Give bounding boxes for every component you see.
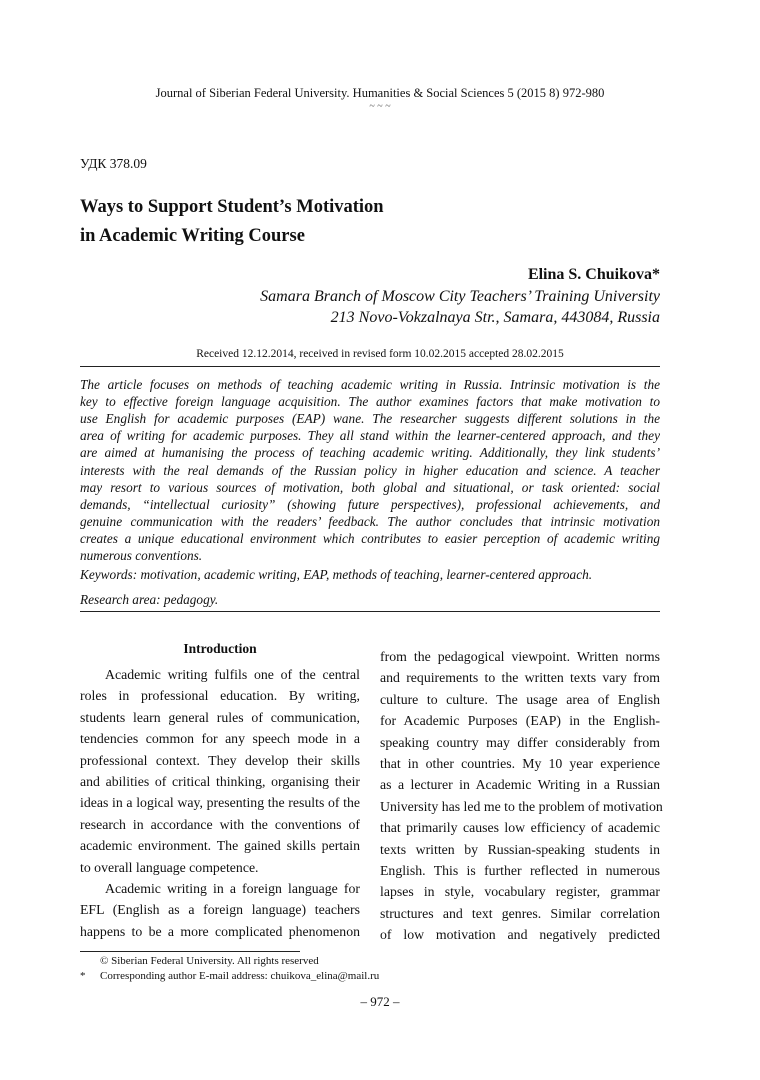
affiliation-line-2: 213 Novo-Vokzalnaya Str., Samara, 443084, Russia xyxy=(330,309,660,326)
body-text-line: roles in professional education. By writing, xyxy=(80,688,360,704)
body-text-line: that primarily causes low efficiency of academic xyxy=(380,820,660,836)
footnote-rule xyxy=(80,951,300,952)
title-line-2: in Academic Writing Course xyxy=(80,226,305,246)
abstract-line: demands, “intellectual curiosity” (showing future perspectives), professional achievements, and xyxy=(80,496,660,512)
body-text-line: as a lecturer in Academic Writing in a Russian xyxy=(380,777,660,793)
body-text-line: University has led me to the problem of motivation xyxy=(380,798,663,814)
body-text-line: tendencies common for any speech mode in a xyxy=(80,731,360,747)
body-text-line: students learn general rules of communication, xyxy=(80,709,360,725)
author-name: Elina S. Chuikova* xyxy=(527,266,660,283)
keywords: Keywords: motivation, academic writing, EAP, methods of teaching, learner-centered approach. xyxy=(80,567,593,582)
body-text-line: to overall language competence. xyxy=(80,859,259,875)
abstract-line: creates a unique educational environment which contributes to easier perception of academic writing xyxy=(80,530,660,546)
abstract-line: use English for academic purposes (EAP) wane. The researcher suggests different solutions in the xyxy=(80,411,660,427)
body-text-line: speaking country may differ considerably from xyxy=(380,734,660,750)
footnote-marker: * xyxy=(80,970,86,982)
udk-code: УДК 378.09 xyxy=(80,156,147,171)
title-line-1: Ways to Support Student’s Motivation xyxy=(80,197,384,217)
body-text-line: Academic writing in a foreign language for xyxy=(105,881,360,896)
abstract-line: numerous conventions. xyxy=(80,548,203,563)
body-text-line: of low motivation and negatively predicted xyxy=(380,927,660,943)
abstract-line: area of writing for academic purposes. They all stand within the learner-centered approach, and they xyxy=(80,428,660,444)
affiliation-line-1: Samara Branch of Moscow City Teachers’ Training University xyxy=(260,288,660,305)
body-text-line: from the pedagogical viewpoint. Written norms xyxy=(380,649,660,664)
journal-header: Journal of Siberian Federal University. Humanities & Social Sciences 5 (2015 8) 972-980 xyxy=(155,86,605,100)
body-text-line: and requirements to the written texts vary from xyxy=(380,670,660,686)
abstract-bottom-rule xyxy=(80,611,660,612)
body-text-line: professional context. They develop their skills xyxy=(80,752,360,768)
footnote-corresponding: Corresponding author E-mail address: chuikova_elina@mail.ru xyxy=(100,970,380,982)
body-text-line: culture to culture. The usage area of English xyxy=(380,691,660,707)
body-text-line: and abilities of critical thinking, organising their xyxy=(80,774,360,789)
body-text-line: English. This is further reflected in numerous xyxy=(380,863,660,878)
body-text-line: texts written by Russian-speaking students in xyxy=(380,841,660,857)
abstract-line: may resort to various sources of motivation, both global and situational, or task oriented: social xyxy=(80,479,660,495)
section-heading-introduction: Introduction xyxy=(183,641,257,656)
body-text-line: research in accordance with the conventions of xyxy=(80,816,360,832)
body-text-line: happens to be a more complicated phenomenon xyxy=(80,923,360,939)
body-text-line: for Academic Purposes (EAP) in the English- xyxy=(380,713,660,729)
research-area: Research area: pedagogy. xyxy=(80,592,219,607)
abstract-line: key to effective foreign language acquisition. The author examines factors that make motivation to xyxy=(80,394,660,410)
body-text-line: ideas in a logical way, presenting the results of the xyxy=(80,795,360,811)
received-dates: Received 12.12.2014, received in revised form 10.02.2015 accepted 28.02.2015 xyxy=(196,348,564,360)
abstract-line: interests with the real demands of the Russian policy in higher education and science. A teacher xyxy=(80,462,660,478)
abstract-line: are aimed at humanising the process of teaching academic writing. Additionally, they link students’ xyxy=(80,445,660,461)
abstract-top-rule xyxy=(80,366,660,367)
body-text-line: EFL (English as a foreign language) teachers xyxy=(80,902,360,918)
header-separator: ~ ~ ~ xyxy=(369,101,391,112)
footnote-copyright: © Siberian Federal University. All rights reserved xyxy=(100,955,319,967)
body-text-line: academic environment. The gained skills pertain xyxy=(80,838,360,854)
abstract-line: The article focuses on methods of teaching academic writing in Russia. Intrinsic motivation is the xyxy=(80,377,660,392)
body-text-line: Academic writing fulfils one of the central xyxy=(105,667,360,682)
body-text-line: lapses in style, vocabulary register, grammar xyxy=(380,884,660,900)
body-text-line: that in other countries. My 10 year experience xyxy=(380,756,660,771)
abstract-line: genuine communication with the readers’ feedback. The author concludes that intrinsic motivation xyxy=(80,513,660,529)
body-text-line: structures and text genres. Similar correlation xyxy=(380,905,660,921)
page-number: – 972 – xyxy=(360,994,400,1009)
